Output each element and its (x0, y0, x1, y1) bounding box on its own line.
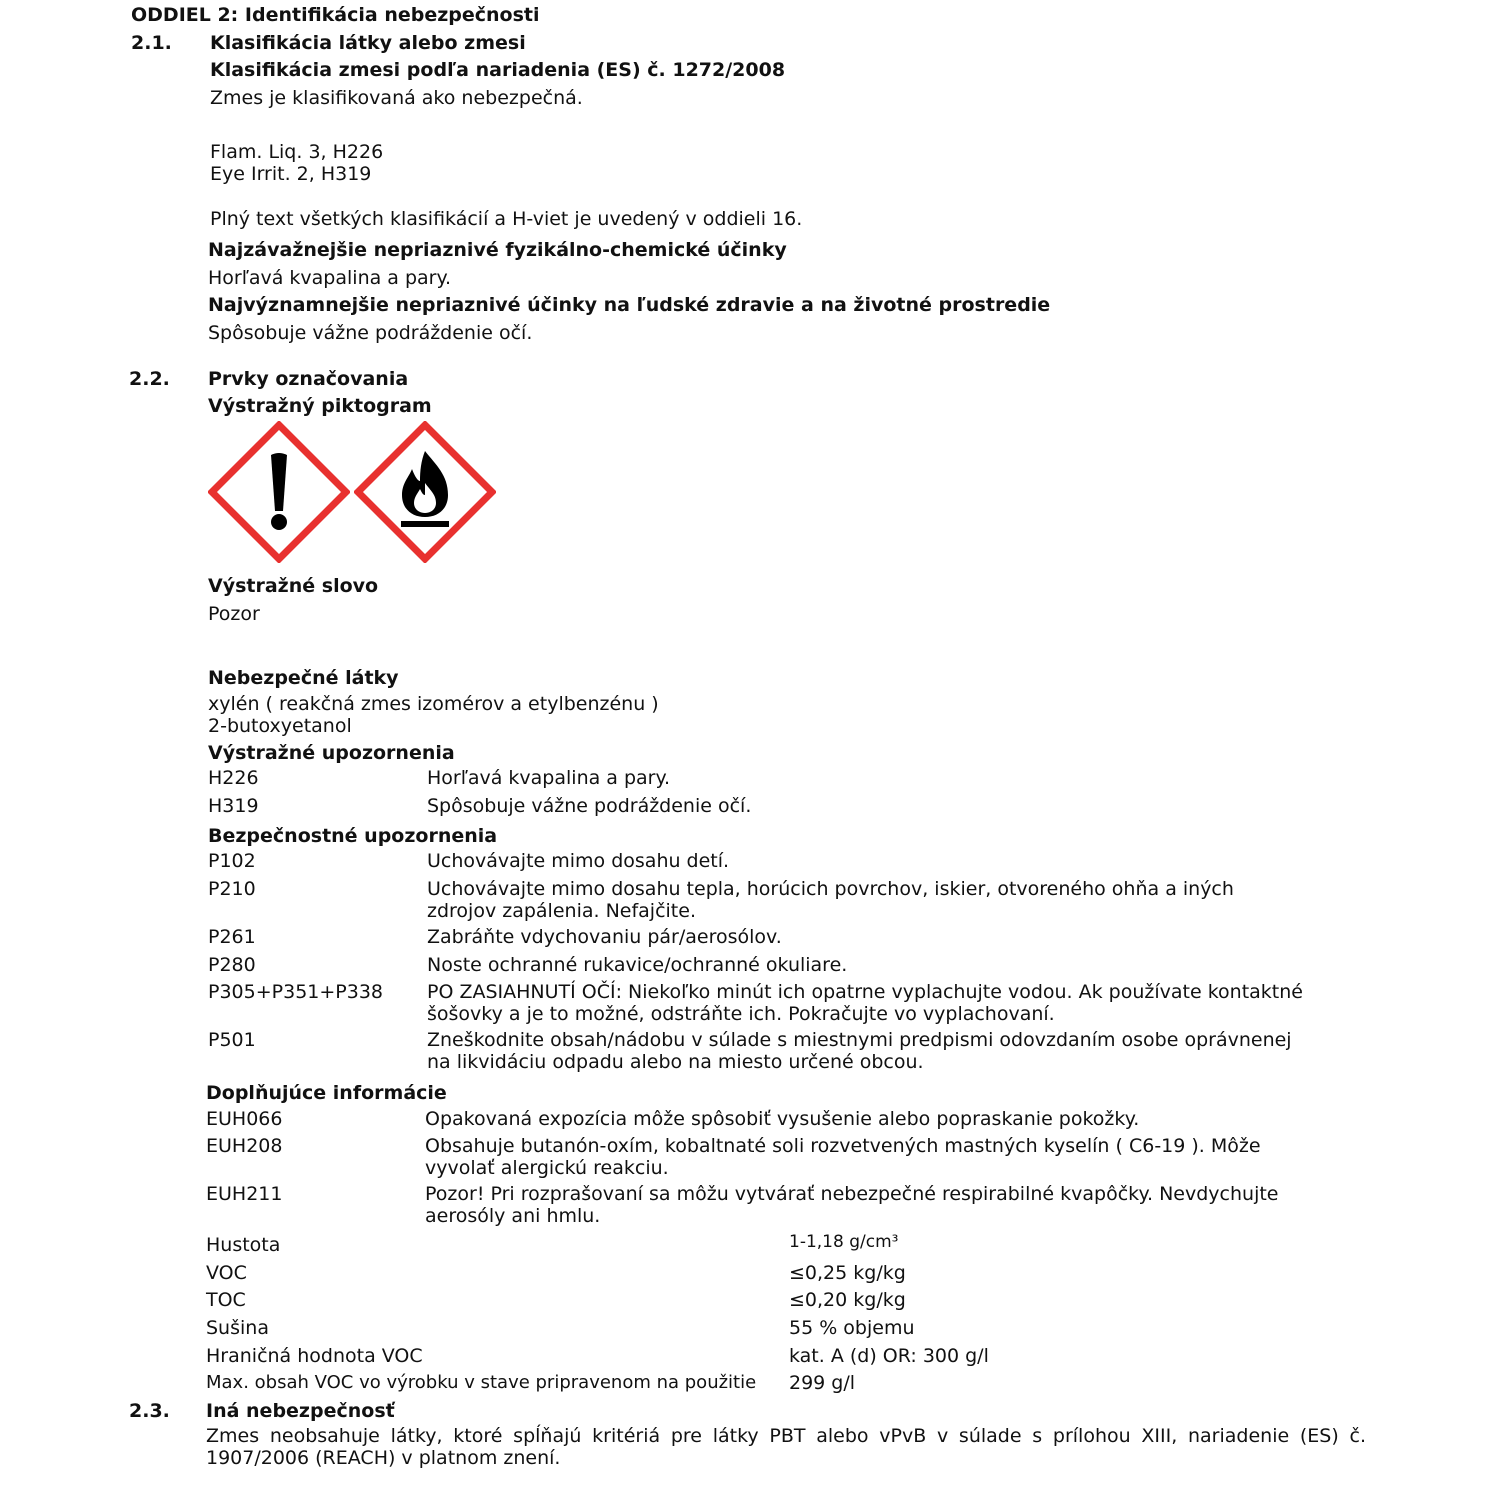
hazard-text: Horľavá kvapalina a pary. (427, 767, 671, 789)
property-value: kat. A (d) OR: 300 g/l (789, 1345, 989, 1367)
classification-statement: Zmes je klasifikovaná ako nebezpečná. (210, 87, 583, 109)
precaution-heading: Bezpečnostné upozornenia (208, 825, 498, 847)
supplementary-code: EUH066 (206, 1108, 283, 1130)
pictogram-heading: Výstražný piktogram (208, 395, 432, 417)
flame-base-line (401, 521, 449, 527)
fulltext-note: Plný text všetkých klasifikácií a H-viet je uvedený v oddieli 16. (210, 208, 803, 230)
signal-word: Pozor (208, 603, 260, 625)
supplementary-text: Obsahuje butanón-oxím, kobaltnaté soli rozvetvených mastných kyselín ( C6-19 ). Môže vyvolať alergickú reakciu. (425, 1135, 1261, 1179)
health-text: Spôsobuje vážne podráždenie očí. (208, 322, 533, 344)
property-label: TOC (206, 1289, 246, 1311)
supplementary-text: Pozor! Pri rozprašovaní sa môžu vytvárať nebezpečné respirabilné kvapôčky. Nevdychujte aerosóly ani hmlu. (425, 1183, 1279, 1227)
hazard-code: H226 (208, 767, 259, 789)
other-hazards-text: Zmes neobsahuje látky, ktoré spĺňajú kritériá pre látky PBT alebo vPvB v súlade s prílohou XIII, nariadenie (ES) č. 1907/2006 (REACH) v platnom znení. (206, 1425, 1366, 1469)
section-number-2-3: 2.3. (129, 1400, 170, 1422)
exclamation-mark-icon (208, 421, 350, 563)
hazard-text: Spôsobuje vážne podráždenie očí. (427, 795, 752, 817)
property-value: ≤0,20 kg/kg (789, 1289, 906, 1311)
hazard-heading: Výstražné upozornenia (208, 742, 455, 764)
physchem-heading: Najzávažnejšie nepriaznivé fyzikálno-chemické účinky (208, 239, 787, 261)
section-number-2-1: 2.1. (131, 32, 172, 54)
classification-item: Flam. Liq. 3, H226 (210, 141, 384, 163)
heading-labelling: Prvky označovania (208, 368, 409, 390)
precaution-code: P102 (208, 850, 256, 872)
section-title: ODDIEL 2: Identifikácia nebezpečnosti (131, 4, 540, 26)
precaution-code: P261 (208, 926, 256, 948)
substances-heading: Nebezpečné látky (208, 667, 399, 689)
precaution-text: Uchovávajte mimo dosahu detí. (427, 850, 730, 872)
property-label: VOC (206, 1262, 247, 1284)
precaution-text: Noste ochranné rukavice/ochranné okuliare. (427, 954, 848, 976)
classification-item: Eye Irrit. 2, H319 (210, 163, 372, 185)
precaution-code: P210 (208, 878, 256, 900)
substance-item: xylén ( reakčná zmes izomérov a etylbenzénu ) (208, 693, 659, 715)
substance-item: 2-butoxyetanol (208, 715, 352, 737)
heading-classification: Klasifikácia látky alebo zmesi (210, 32, 526, 54)
precaution-text: PO ZASIAHNUTÍ OČÍ: Niekoľko minút ich opatrne vyplachujte vodou. Ak používate kontaktné šošovky a je to možné, odstráňte ich. Pokračujte vo vyplachovaní. (427, 981, 1303, 1025)
precaution-code: P280 (208, 954, 256, 976)
section-number-2-2: 2.2. (129, 368, 170, 390)
supplementary-code: EUH211 (206, 1183, 283, 1205)
supplementary-heading: Doplňujúce informácie (206, 1082, 447, 1104)
signal-word-heading: Výstražné slovo (208, 575, 379, 597)
precaution-code: P305+P351+P338 (208, 981, 384, 1003)
flame-icon (354, 421, 496, 563)
hazard-code: H319 (208, 795, 259, 817)
heading-other-hazards: Iná nebezpečnosť (206, 1400, 395, 1422)
property-label: Sušina (206, 1317, 269, 1339)
precaution-text: Zabráňte vdychovaniu pár/aerosólov. (427, 926, 782, 948)
supplementary-code: EUH208 (206, 1135, 283, 1157)
property-label: Hustota (206, 1234, 281, 1256)
subheading-regulation: Klasifikácia zmesi podľa nariadenia (ES) č. 1272/2008 (210, 59, 786, 81)
supplementary-text: Opakovaná expozícia môže spôsobiť vysušenie alebo popraskanie pokožky. (425, 1108, 1140, 1130)
precaution-text: Uchovávajte mimo dosahu tepla, horúcich povrchov, iskier, otvoreného ohňa a iných zdrojov zapálenia. Nefajčite. (427, 878, 1234, 922)
property-value: 299 g/l (789, 1372, 856, 1394)
property-value: 55 % objemu (789, 1317, 915, 1339)
exclamation-dot (271, 514, 287, 530)
precaution-code: P501 (208, 1029, 256, 1051)
property-label: Max. obsah VOC vo výrobku v stave pripravenom na použitie (206, 1372, 757, 1393)
property-label: Hraničná hodnota VOC (206, 1345, 423, 1367)
precaution-text: Zneškodnite obsah/nádobu v súlade s miestnymi predpismi odovzdaním osobe oprávnenej na likvidáciu odpadu alebo na miesto určené obcou. (427, 1029, 1292, 1073)
property-value: ≤0,25 kg/kg (789, 1262, 906, 1284)
health-heading: Najvýznamnejšie nepriaznivé účinky na ľudské zdravie a na životné prostredie (208, 294, 1051, 316)
physchem-text: Horľavá kvapalina a pary. (208, 267, 452, 289)
property-value: 1-1,18 g/cm³ (789, 1232, 899, 1252)
